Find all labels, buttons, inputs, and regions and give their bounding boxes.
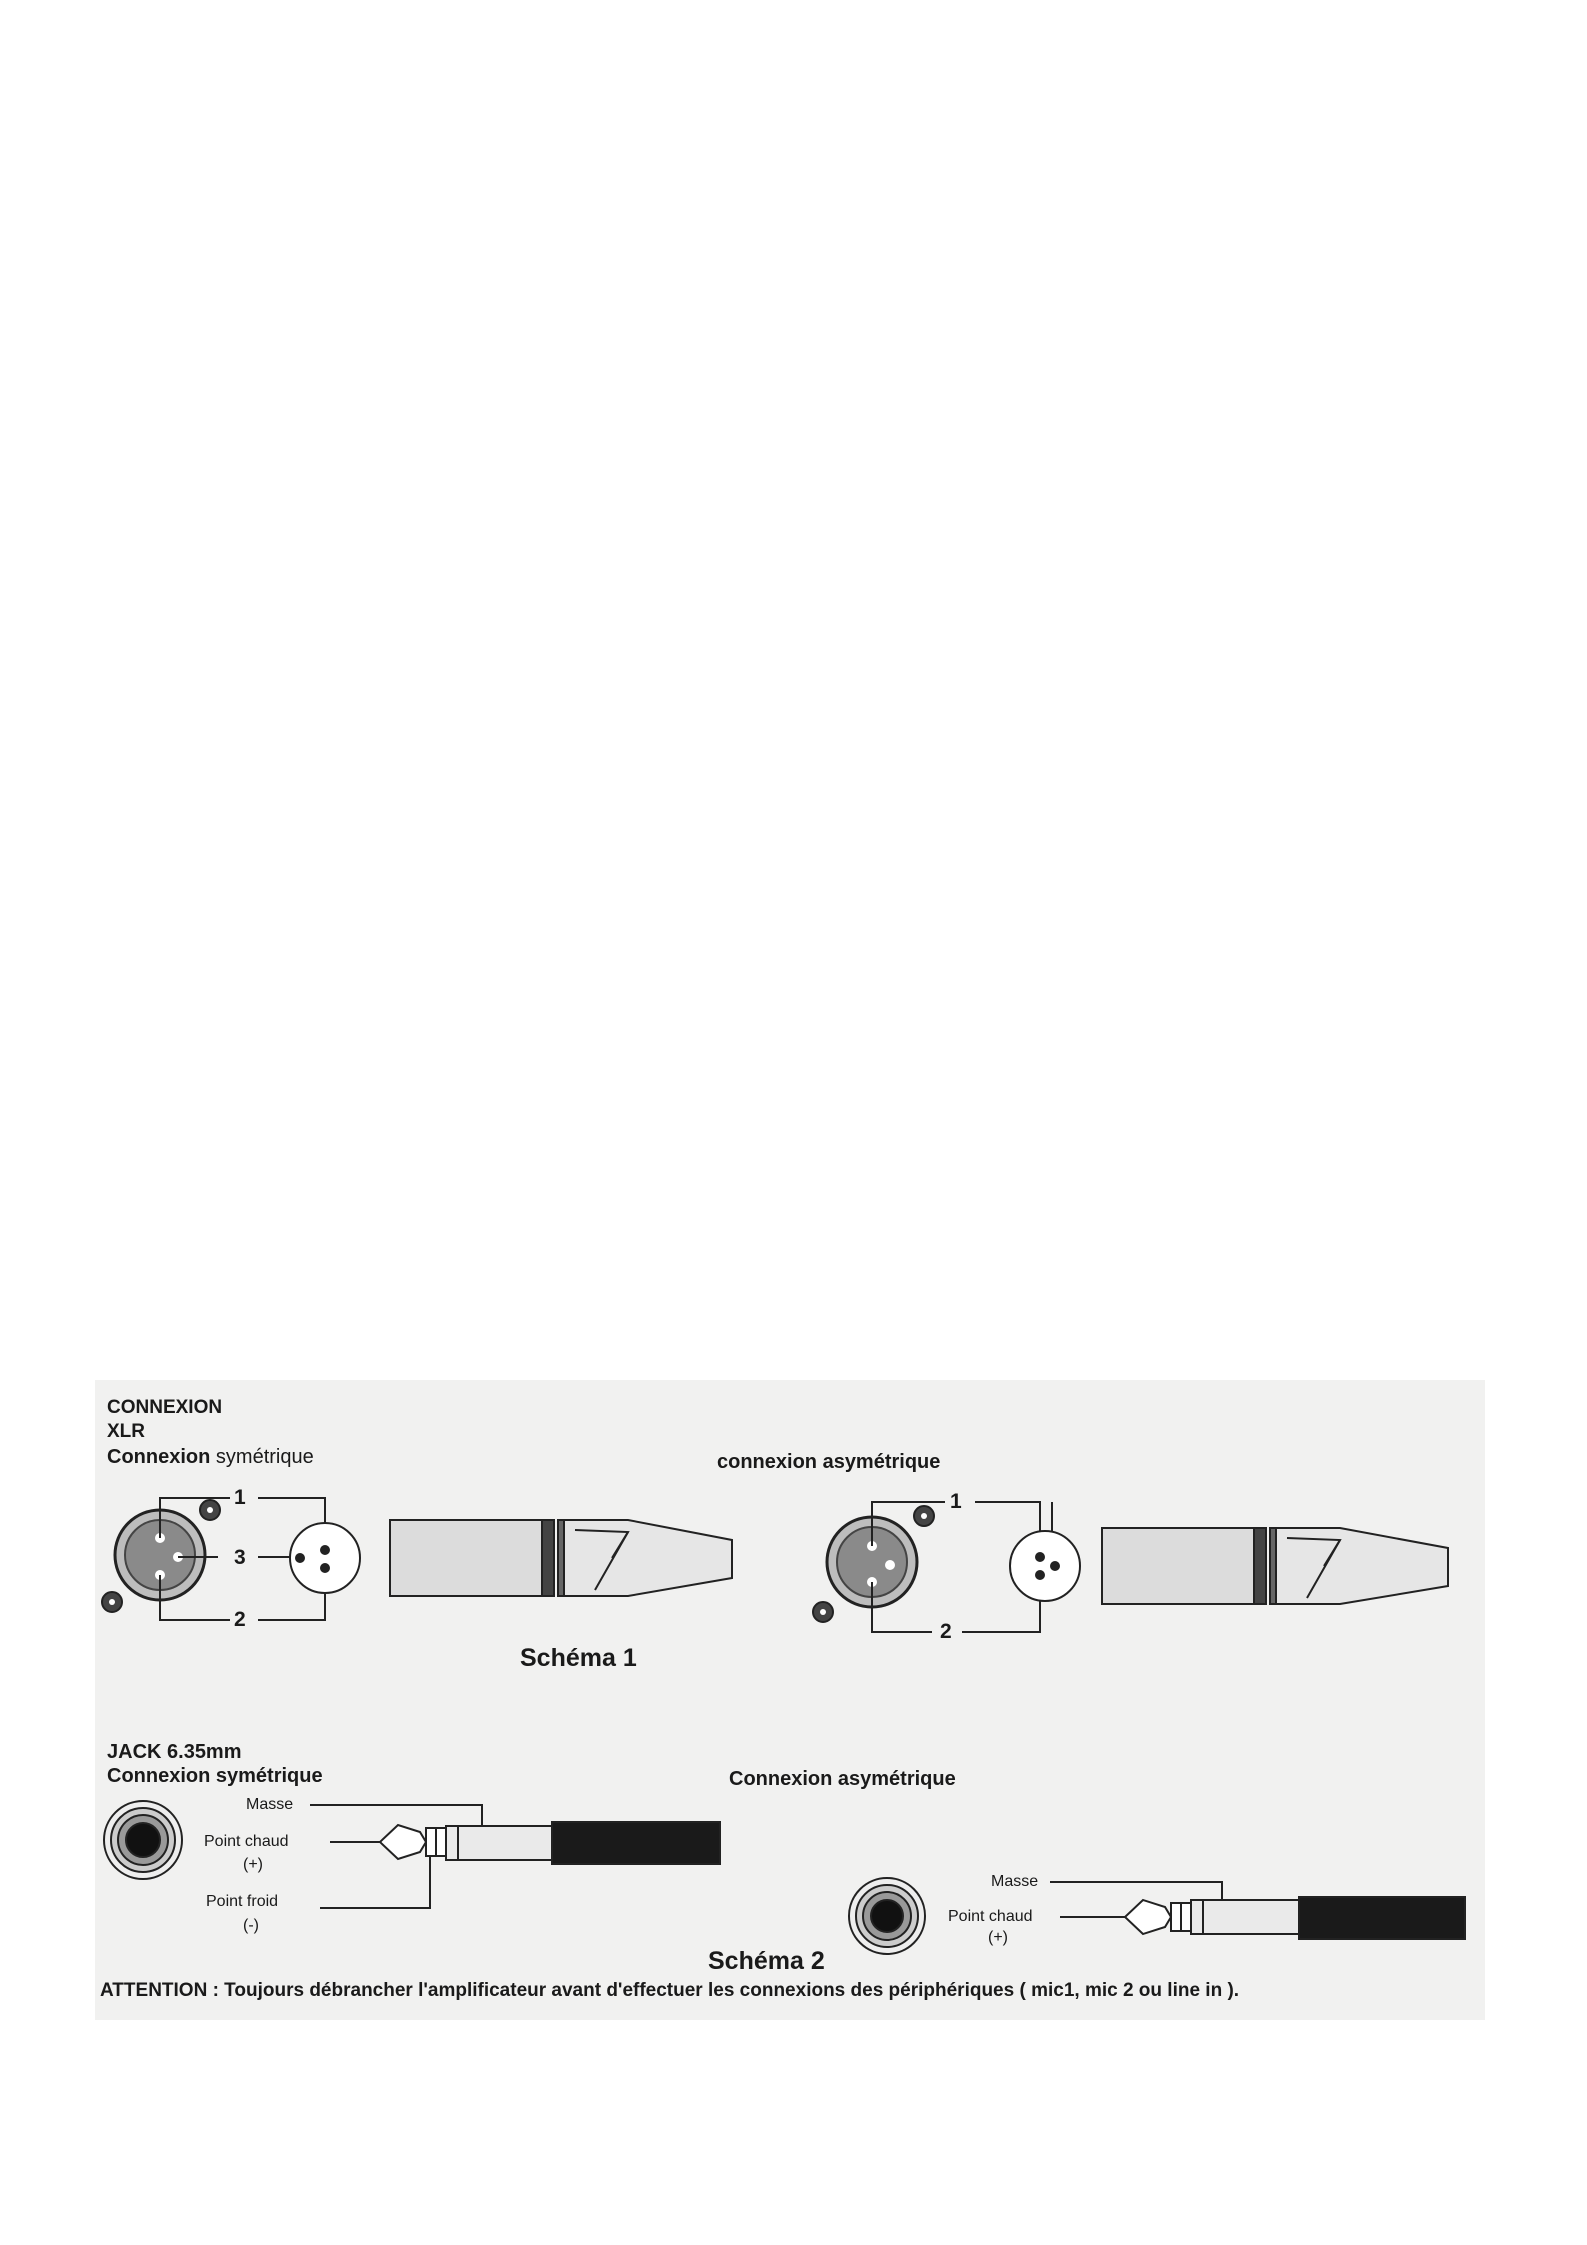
xlr-sym-pin-2: 2 (234, 1608, 246, 1631)
schema-2-caption: Schéma 2 (708, 1947, 825, 1975)
xlr-asym-plug-face-icon (1010, 1531, 1080, 1601)
jack-asym-plus: (+) (988, 1929, 1008, 1946)
xlr-asym-pin-2: 2 (940, 1620, 952, 1643)
xlr-sym-plug-body-icon (390, 1520, 732, 1596)
schema-1-caption: Schéma 1 (520, 1644, 637, 1672)
jack-sym-minus: (-) (243, 1917, 259, 1934)
xlr-sym-label (107, 1446, 314, 1469)
xlr-sym-pin-3: 3 (234, 1546, 246, 1569)
jack-title: JACK 6.35mm (107, 1741, 242, 1763)
connexion-title: CONNEXION (107, 1397, 223, 1418)
xlr-asym-socket-icon (813, 1506, 934, 1622)
jack-sym-point-froid: Point froid (206, 1893, 279, 1910)
jack-sym-masse: Masse (246, 1796, 294, 1813)
xlr-asym-label: connexion asymétrique (717, 1451, 941, 1473)
jack-sym-plus: (+) (243, 1856, 263, 1873)
jack-asym-point-chaud: Point chaud (948, 1908, 1033, 1925)
xlr-sym-pin-1: 1 (234, 1486, 246, 1509)
jack-sym-socket-icon (104, 1801, 182, 1879)
jack-sym-label: Connexion symétrique (107, 1765, 323, 1787)
xlr-sym-label-rest: symétrique (215, 1446, 314, 1468)
xlr-asym-pin-1: 1 (950, 1490, 962, 1513)
xlr-asym-plug-body-icon (1102, 1528, 1448, 1604)
jack-asym-label: Connexion asymétrique (729, 1768, 956, 1790)
jack-sym-point-chaud: Point chaud (204, 1833, 289, 1850)
attention-note: ATTENTION : Toujours débrancher l'amplificateur avant d'effectuer les connexions des périphériques ( mic1, mic 2 ou line in ). (100, 1980, 1240, 2001)
jack-asym-masse: Masse (991, 1873, 1039, 1890)
jack-asym-plug-icon (1125, 1897, 1465, 1939)
xlr-title: XLR (107, 1421, 145, 1442)
jack-asym-socket-icon (849, 1878, 925, 1954)
xlr-sym-label-bold: Connexion (107, 1446, 211, 1468)
xlr-sym-plug-face-icon (290, 1523, 360, 1593)
